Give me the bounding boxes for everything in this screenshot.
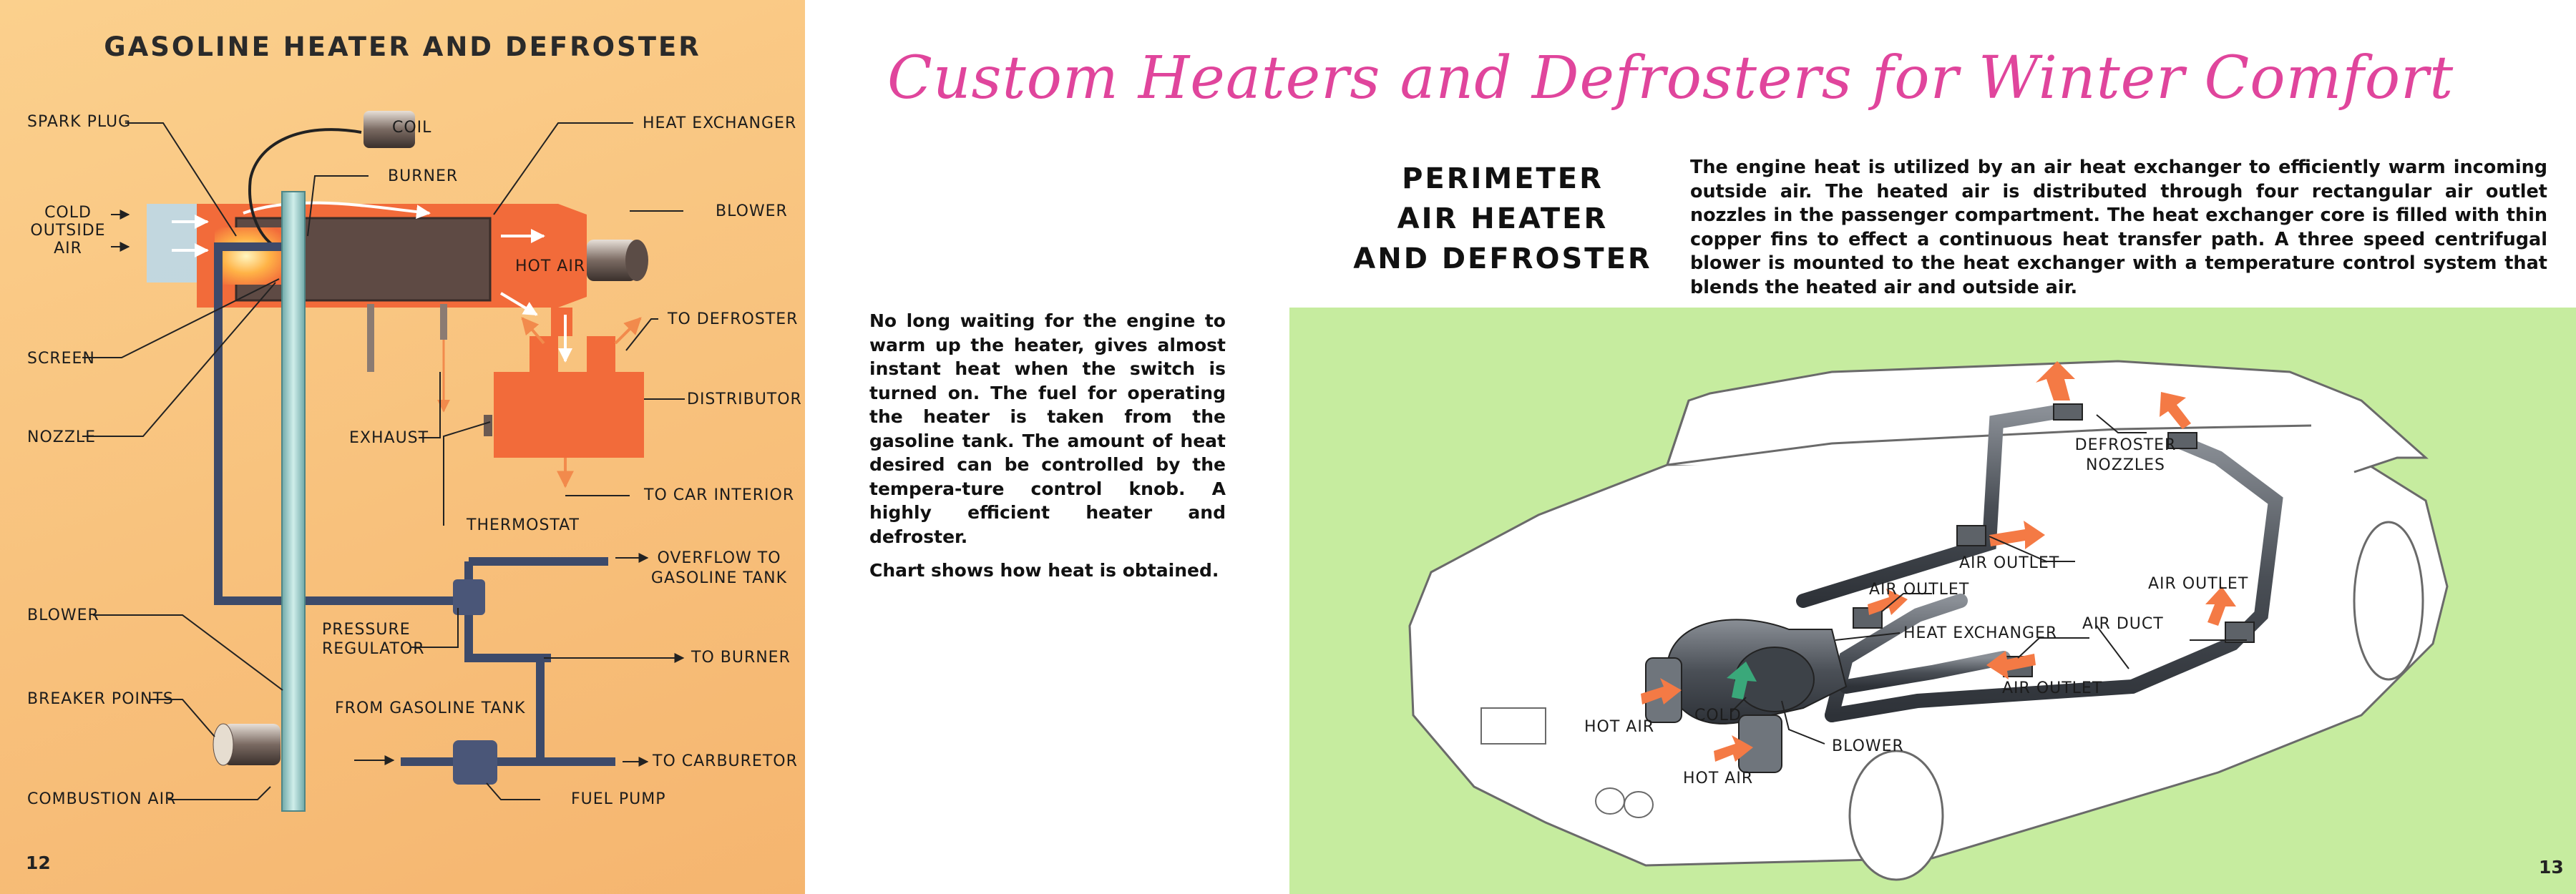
- label-breaker-points: BREAKER POINTS: [27, 690, 174, 708]
- label-coil: COIL: [392, 119, 432, 137]
- label-heat-exchanger: HEAT EXCHANGER: [643, 114, 797, 132]
- intro-paragraph: No long waiting for the engine to warm up the heater, gives almost instant heat when the switch is turned on. The fuel for operating the heater is taken from the gasoline tank. The amount of heat desired can be controlled by the tempera-ture control knob. A highly efficient heater and defroster.: [869, 310, 1226, 547]
- label-heat-exchanger-right: HEAT EXCHANGER: [1903, 624, 2058, 642]
- label-burner: BURNER: [388, 167, 459, 185]
- perimeter-title-line-1: PERIMETER: [1402, 162, 1604, 195]
- label-hot-air-2: HOT AIR: [1683, 770, 1754, 787]
- front-wheel: [1850, 751, 1943, 880]
- label-distributor: DISTRIBUTOR: [687, 390, 802, 408]
- label-fuel-pump: FUEL PUMP: [571, 790, 666, 808]
- label-to-carburetor: TO CARBURETOR: [653, 752, 798, 770]
- label-cold: COLD: [1694, 707, 1742, 724]
- rear-wheel: [2354, 522, 2423, 679]
- label-air: AIR: [54, 240, 82, 257]
- label-combustion-air: COMBUSTION AIR: [27, 790, 177, 808]
- label-to-burner: TO BURNER: [691, 649, 791, 667]
- perimeter-title-line-3: AND DEFROSTER: [1353, 242, 1652, 275]
- label-air-outlet-3: AIR OUTLET: [2148, 575, 2249, 593]
- label-regulator: REGULATOR: [322, 640, 425, 658]
- label-nozzle: NOZZLE: [27, 428, 97, 446]
- outlet-4: [2225, 622, 2254, 642]
- label-blower-right: BLOWER: [1832, 737, 1904, 755]
- page-number-left: 12: [26, 853, 51, 873]
- label-screen: SCREEN: [27, 350, 95, 368]
- perimeter-title-line-2: AIR HEATER: [1397, 202, 1609, 235]
- label-air-duct: AIR DUCT: [2082, 615, 2164, 633]
- label-blower-top: BLOWER: [716, 202, 788, 220]
- label-air-outlet-1: AIR OUTLET: [1959, 554, 2060, 572]
- headlight-right: [1624, 792, 1653, 817]
- label-spark-plug: SPARK PLUG: [27, 113, 132, 131]
- label-hot-air: HOT AIR: [515, 257, 586, 275]
- label-outside: OUTSIDE: [30, 222, 106, 240]
- outlet-1: [1957, 526, 1986, 546]
- label-air-outlet-4: AIR OUTLET: [2002, 679, 2103, 697]
- left-page-title: GASOLINE HEATER AND DEFROSTER: [104, 31, 701, 62]
- script-title: Custom Heaters and Defrosters for Winter Comfort: [887, 44, 2454, 112]
- label-nozzles: NOZZLES: [2085, 456, 2166, 474]
- perimeter-body-text: The engine heat is utilized by an air heat exchanger to efficiently warm incoming outside air. The heated air is distributed through four rectangular air outlet nozzles in the passenger compartment. The heat exchanger core is filled with thin copper fins to effect a continuous heat transfer path. A three speed centrifugal blower is mounted to the heat exchanger with a temperature control system that blends the heated air and outside air.: [1690, 157, 2547, 298]
- label-air-outlet-2: AIR OUTLET: [1869, 581, 1970, 599]
- label-blower-left: BLOWER: [27, 606, 99, 624]
- label-defroster: DEFROSTER: [2074, 436, 2177, 454]
- label-pressure: PRESSURE: [322, 621, 411, 639]
- chart-note: Chart shows how heat is obtained.: [869, 560, 1219, 581]
- license-plate: [1481, 708, 1546, 744]
- label-to-car-interior: TO CAR INTERIOR: [644, 486, 795, 504]
- label-gasoline-tank: GASOLINE TANK: [650, 569, 788, 587]
- label-hot-air-1: HOT AIR: [1584, 718, 1655, 736]
- label-overflow-to: OVERFLOW TO: [657, 549, 781, 567]
- label-exhaust: EXHAUST: [349, 429, 429, 447]
- headlight-left: [1596, 788, 1624, 814]
- page-number-right: 13: [2539, 857, 2564, 878]
- defroster-nozzle-1: [2054, 404, 2082, 420]
- label-thermostat: THERMOSTAT: [467, 516, 580, 534]
- label-from-gasoline-tank: FROM GASOLINE TANK: [335, 699, 526, 717]
- label-cold: COLD: [44, 204, 92, 222]
- label-to-defroster: TO DEFROSTER: [668, 310, 799, 328]
